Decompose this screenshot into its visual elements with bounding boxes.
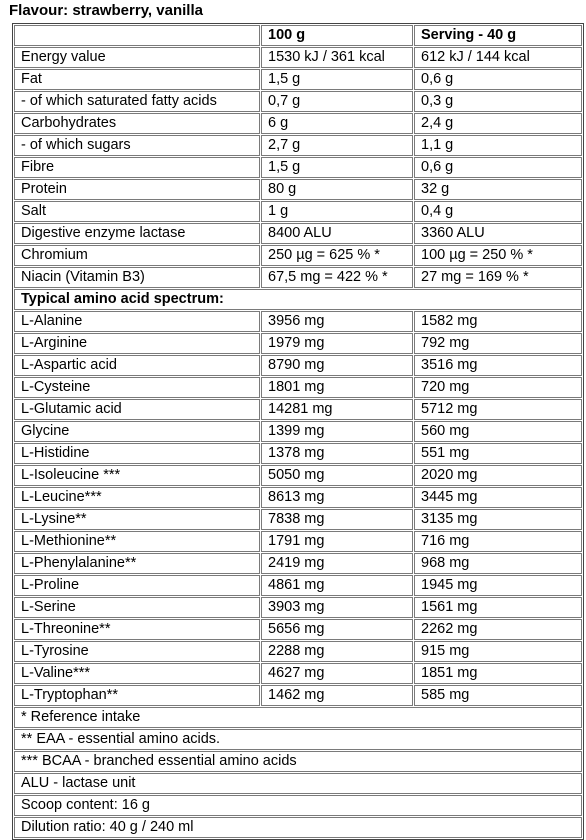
amino-acid-per-100g: 4861 mg xyxy=(261,575,413,596)
nutrient-row xyxy=(14,113,582,134)
nutrient-row xyxy=(14,245,582,266)
amino-acid-per-100g: 14281 mg xyxy=(261,399,413,420)
amino-acid-per-serving: 1945 mg xyxy=(414,575,582,596)
amino-acid-per-100g: 1378 mg xyxy=(261,443,413,464)
amino-acid-per-serving: 585 mg xyxy=(414,685,582,706)
nutrient-row xyxy=(14,135,582,156)
amino-acid-row xyxy=(14,355,582,376)
nutrient-row xyxy=(14,47,582,68)
amino-acid-row xyxy=(14,443,582,464)
amino-acid-name: L-Glutamic acid xyxy=(14,399,260,420)
nutrient-per-serving: 32 g xyxy=(414,179,582,200)
amino-acid-name: L-Phenylalanine** xyxy=(14,553,260,574)
nutrient-per-100g: 1 g xyxy=(261,201,413,222)
nutrient-name: Chromium xyxy=(14,245,260,266)
amino-acid-row xyxy=(14,377,582,398)
footnote-row xyxy=(14,773,582,794)
amino-acid-per-serving: 3135 mg xyxy=(414,509,582,530)
amino-acid-per-100g: 1979 mg xyxy=(261,333,413,354)
amino-acid-row xyxy=(14,421,582,442)
amino-acid-per-100g: 2419 mg xyxy=(261,553,413,574)
nutrient-row xyxy=(14,157,582,178)
nutrient-per-100g: 250 µg = 625 % * xyxy=(261,245,413,266)
amino-acid-per-serving: 3445 mg xyxy=(414,487,582,508)
nutrition-table xyxy=(12,23,584,840)
amino-acid-per-serving: 716 mg xyxy=(414,531,582,552)
amino-acid-name: L-Tyrosine xyxy=(14,641,260,662)
amino-acid-row xyxy=(14,311,582,332)
amino-acid-per-100g: 5656 mg xyxy=(261,619,413,640)
amino-acid-name: L-Arginine xyxy=(14,333,260,354)
nutrient-per-serving: 0,3 g xyxy=(414,91,582,112)
amino-acid-per-serving: 2020 mg xyxy=(414,465,582,486)
footnote-row xyxy=(14,707,582,728)
footnote: Scoop content: 16 g xyxy=(14,795,582,816)
nutrient-per-100g: 1,5 g xyxy=(261,69,413,90)
nutrient-row xyxy=(14,179,582,200)
amino-acid-row xyxy=(14,597,582,618)
amino-acid-per-serving: 792 mg xyxy=(414,333,582,354)
amino-acid-row xyxy=(14,531,582,552)
amino-acid-row xyxy=(14,553,582,574)
amino-acid-row xyxy=(14,509,582,530)
nutrient-name: Digestive enzyme lactase xyxy=(14,223,260,244)
nutrient-per-100g: 2,7 g xyxy=(261,135,413,156)
amino-acid-per-100g: 1791 mg xyxy=(261,531,413,552)
amino-acid-per-serving: 5712 mg xyxy=(414,399,582,420)
amino-acid-per-100g: 5050 mg xyxy=(261,465,413,486)
nutrient-per-serving: 0,6 g xyxy=(414,69,582,90)
amino-acid-name: L-Proline xyxy=(14,575,260,596)
amino-acid-row xyxy=(14,465,582,486)
amino-acid-name: L-Aspartic acid xyxy=(14,355,260,376)
amino-acid-per-serving: 915 mg xyxy=(414,641,582,662)
nutrient-per-serving: 0,6 g xyxy=(414,157,582,178)
amino-acid-per-100g: 3903 mg xyxy=(261,597,413,618)
nutrient-per-serving: 612 kJ / 144 kcal xyxy=(414,47,582,68)
amino-acid-per-100g: 1801 mg xyxy=(261,377,413,398)
amino-acid-per-serving: 560 mg xyxy=(414,421,582,442)
amino-acid-name: L-Cysteine xyxy=(14,377,260,398)
amino-acid-per-100g: 2288 mg xyxy=(261,641,413,662)
nutrient-name: Energy value xyxy=(14,47,260,68)
table-header-row xyxy=(14,25,582,46)
nutrient-per-100g: 8400 ALU xyxy=(261,223,413,244)
amino-acid-per-100g: 1462 mg xyxy=(261,685,413,706)
amino-acid-row xyxy=(14,641,582,662)
nutrient-per-serving: 100 µg = 250 % * xyxy=(414,245,582,266)
amino-acid-name: L-Valine*** xyxy=(14,663,260,684)
amino-heading: Typical amino acid spectrum: xyxy=(14,289,582,310)
nutrition-table-body xyxy=(14,25,582,838)
amino-acid-name: L-Tryptophan** xyxy=(14,685,260,706)
nutrient-per-100g: 1,5 g xyxy=(261,157,413,178)
amino-acid-row xyxy=(14,399,582,420)
amino-acid-per-serving: 551 mg xyxy=(414,443,582,464)
flavour-title: Flavour: strawberry, vanilla xyxy=(9,2,203,19)
nutrient-row xyxy=(14,223,582,244)
nutrient-name: Niacin (Vitamin B3) xyxy=(14,267,260,288)
amino-acid-row xyxy=(14,685,582,706)
amino-acid-row xyxy=(14,333,582,354)
amino-acid-name: L-Leucine*** xyxy=(14,487,260,508)
amino-acid-row xyxy=(14,663,582,684)
amino-acid-per-100g: 8790 mg xyxy=(261,355,413,376)
nutrient-per-100g: 67,5 mg = 422 % * xyxy=(261,267,413,288)
header-cell-100g: 100 g xyxy=(261,25,413,46)
amino-heading-row xyxy=(14,289,582,310)
amino-acid-name: L-Threonine** xyxy=(14,619,260,640)
amino-acid-per-100g: 7838 mg xyxy=(261,509,413,530)
amino-acid-name: L-Isoleucine *** xyxy=(14,465,260,486)
nutrient-row xyxy=(14,91,582,112)
nutrient-name: - of which saturated fatty acids xyxy=(14,91,260,112)
amino-acid-name: L-Alanine xyxy=(14,311,260,332)
nutrient-name: Fat xyxy=(14,69,260,90)
nutrient-per-serving: 2,4 g xyxy=(414,113,582,134)
amino-acid-per-serving: 2262 mg xyxy=(414,619,582,640)
amino-acid-row xyxy=(14,487,582,508)
nutrient-per-serving: 3360 ALU xyxy=(414,223,582,244)
nutrient-row xyxy=(14,201,582,222)
footnote-row xyxy=(14,795,582,816)
nutrient-name: Carbohydrates xyxy=(14,113,260,134)
amino-acid-per-serving: 968 mg xyxy=(414,553,582,574)
nutrient-per-100g: 6 g xyxy=(261,113,413,134)
amino-acid-per-serving: 1561 mg xyxy=(414,597,582,618)
nutrient-per-serving: 27 mg = 169 % * xyxy=(414,267,582,288)
amino-acid-name: L-Serine xyxy=(14,597,260,618)
nutrient-name: Fibre xyxy=(14,157,260,178)
amino-acid-name: L-Lysine** xyxy=(14,509,260,530)
header-cell-blank xyxy=(14,25,260,46)
amino-acid-row xyxy=(14,619,582,640)
nutrient-row xyxy=(14,267,582,288)
amino-acid-per-serving: 720 mg xyxy=(414,377,582,398)
nutrient-per-100g: 1530 kJ / 361 kcal xyxy=(261,47,413,68)
footnote: ALU - lactase unit xyxy=(14,773,582,794)
amino-acid-per-serving: 1851 mg xyxy=(414,663,582,684)
amino-acid-per-100g: 1399 mg xyxy=(261,421,413,442)
amino-acid-per-100g: 3956 mg xyxy=(261,311,413,332)
nutrient-per-100g: 80 g xyxy=(261,179,413,200)
footnote: Dilution ratio: 40 g / 240 ml xyxy=(14,817,582,838)
amino-acid-row xyxy=(14,575,582,596)
header-cell-serving: Serving - 40 g xyxy=(414,25,582,46)
footnote: * Reference intake xyxy=(14,707,582,728)
amino-acid-name: Glycine xyxy=(14,421,260,442)
nutrient-name: - of which sugars xyxy=(14,135,260,156)
footnote-row xyxy=(14,729,582,750)
nutrient-name: Protein xyxy=(14,179,260,200)
footnote-row xyxy=(14,817,582,838)
amino-acid-per-100g: 4627 mg xyxy=(261,663,413,684)
amino-acid-name: L-Histidine xyxy=(14,443,260,464)
nutrient-row xyxy=(14,69,582,90)
amino-acid-name: L-Methionine** xyxy=(14,531,260,552)
amino-acid-per-serving: 1582 mg xyxy=(414,311,582,332)
footnote: *** BCAA - branched essential amino acids xyxy=(14,751,582,772)
footnote-row xyxy=(14,751,582,772)
amino-acid-per-serving: 3516 mg xyxy=(414,355,582,376)
nutrient-name: Salt xyxy=(14,201,260,222)
footnote: ** EAA - essential amino acids. xyxy=(14,729,582,750)
nutrient-per-serving: 1,1 g xyxy=(414,135,582,156)
nutrient-per-100g: 0,7 g xyxy=(261,91,413,112)
amino-acid-per-100g: 8613 mg xyxy=(261,487,413,508)
nutrient-per-serving: 0,4 g xyxy=(414,201,582,222)
